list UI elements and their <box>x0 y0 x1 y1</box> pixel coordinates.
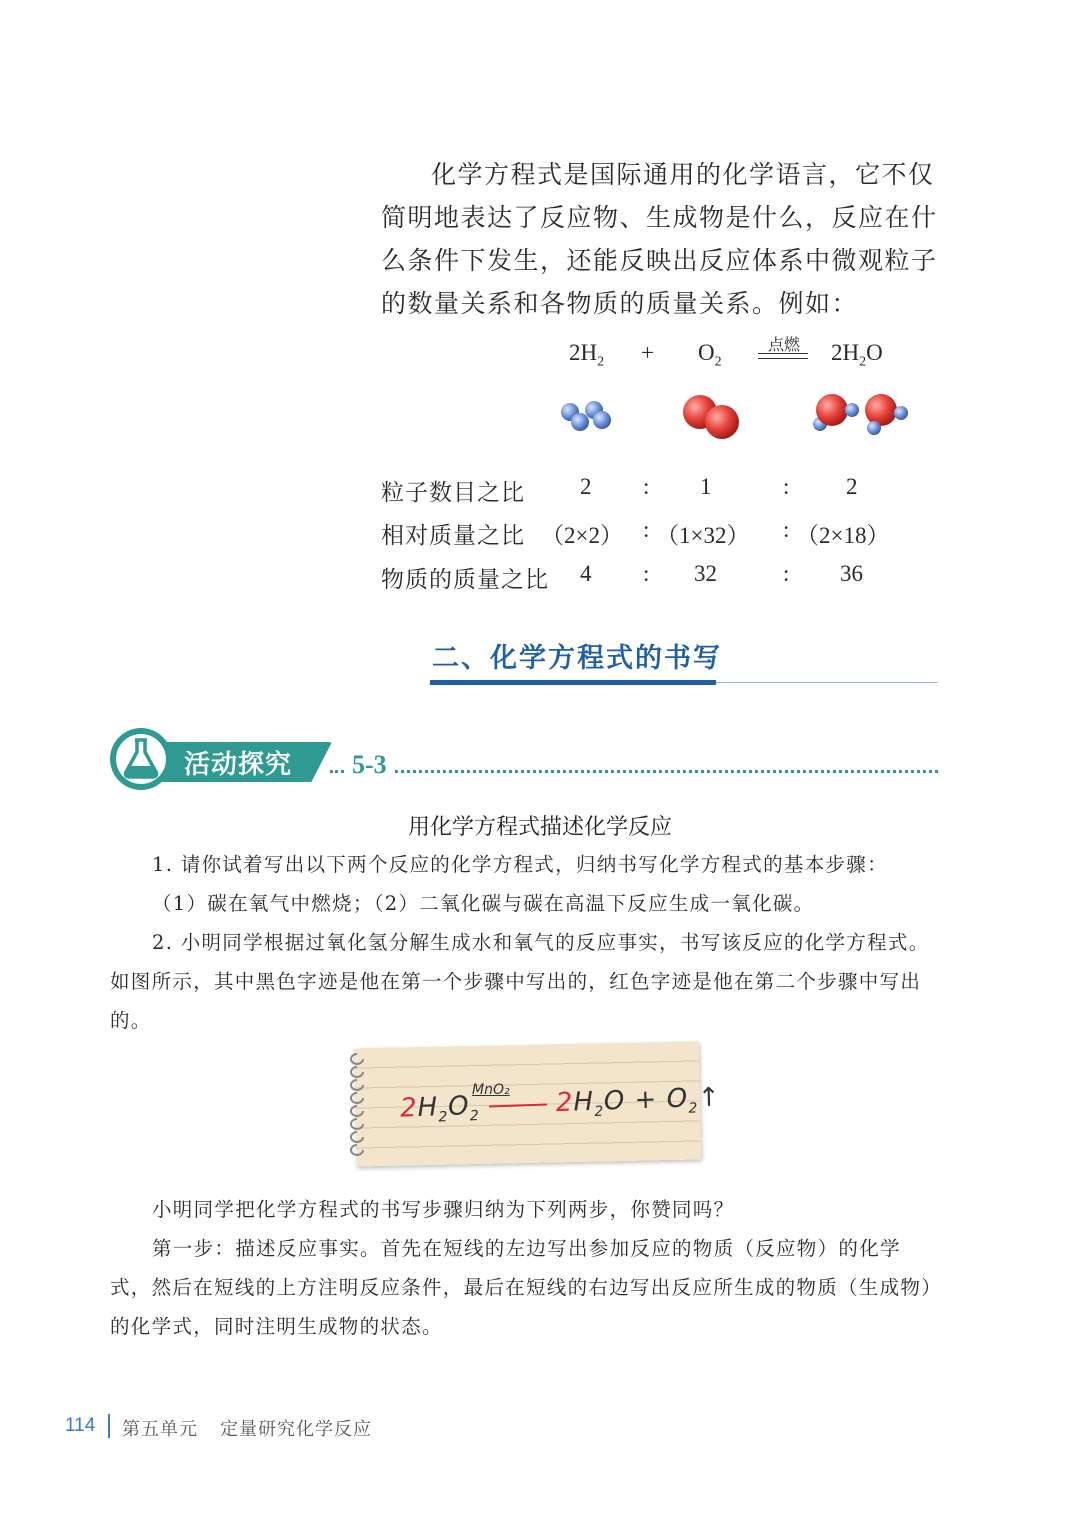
intro-paragraph: 化学方程式是国际通用的化学语言，它不仅简明地表达了反应物、生成物是什么，反应在什么条件下发生，还能反映出反应体系中微观粒子的数量关系和各物质的质量关系。例如： <box>381 160 938 318</box>
h2-molecule-icon <box>561 401 611 431</box>
equals-line-bottom <box>758 358 808 359</box>
flask-icon <box>108 726 174 792</box>
ratio-row-mass: 物质的质量之比 4 : 32 : 36 <box>381 561 863 593</box>
reactant-o2: $O_2$ <box>698 340 722 370</box>
section-title: 二、化学方程式的书写 <box>432 643 722 674</box>
activity-item-2: 2. 小明同学根据过氧化氢分解生成水和氧气的反应事实，书写该反应的化学方程式。如图所示，其中黑色字迹是他在第一个步骤中写出的，红色字迹是他在第二个步骤中写出的。 <box>110 931 930 1032</box>
activity-dotted-line <box>330 770 938 773</box>
note-condition: MnO₂ <box>472 1082 510 1098</box>
molecule-illustrations <box>556 388 916 448</box>
o2-molecule-icon <box>683 395 739 439</box>
ratio-row-particles: 粒子数目之比 2 : 1 : 2 <box>381 474 858 506</box>
activity-label: 活动探究 <box>184 750 293 780</box>
ratio-row-relative-mass: 相对质量之比 （2×2） : （1×32） : （2×18） <box>381 517 890 549</box>
plus-sign: + <box>641 340 654 365</box>
product-h2o: $2H_2O$ <box>831 340 883 370</box>
activity-item-1-sub: （1）碳在氧气中燃烧；（2）二氧化碳与碳在高温下反应生成一氧化碳。 <box>152 892 815 915</box>
page-number: 114 <box>65 1415 96 1436</box>
activity-title: 用化学方程式描述化学反应 <box>407 815 672 840</box>
summary-body <box>110 1190 940 1346</box>
footer-divider <box>108 1414 110 1438</box>
activity-item-1: 1. 请你试着写出以下两个反应的化学方程式，归纳书写化学方程式的基本步骤： <box>152 853 888 876</box>
section-underline <box>430 680 716 685</box>
h2o-molecule-icon <box>813 394 908 435</box>
summary-step1: 第一步：描述反应事实。首先在短线的左边写出参加反应的物质（反应物）的化学式，然后在短线的上方注明反应条件，最后在短线的右边写出反应所生成的物质（生成物）的化学式，同时注明生成物的状态。 <box>110 1237 933 1338</box>
reaction-condition: 点燃 <box>767 335 800 354</box>
section-rule <box>716 682 938 683</box>
activity-number: 5-3 <box>346 750 393 780</box>
footer-chapter: 第五单元 定量研究化学反应 <box>122 1419 372 1440</box>
summary-line: 小明同学把化学方程式的书写步骤归纳为下列两步，你赞同吗？ <box>152 1198 735 1221</box>
notebook-spiral-icon <box>343 1050 367 1160</box>
reactant-h2: $2H_2$ <box>569 340 605 370</box>
equals-line-top <box>758 353 808 354</box>
activity-body <box>110 845 940 1040</box>
note-equation: $2H_2O_2$ $2H_2O$ + $O_2↑$ <box>399 1082 722 1126</box>
